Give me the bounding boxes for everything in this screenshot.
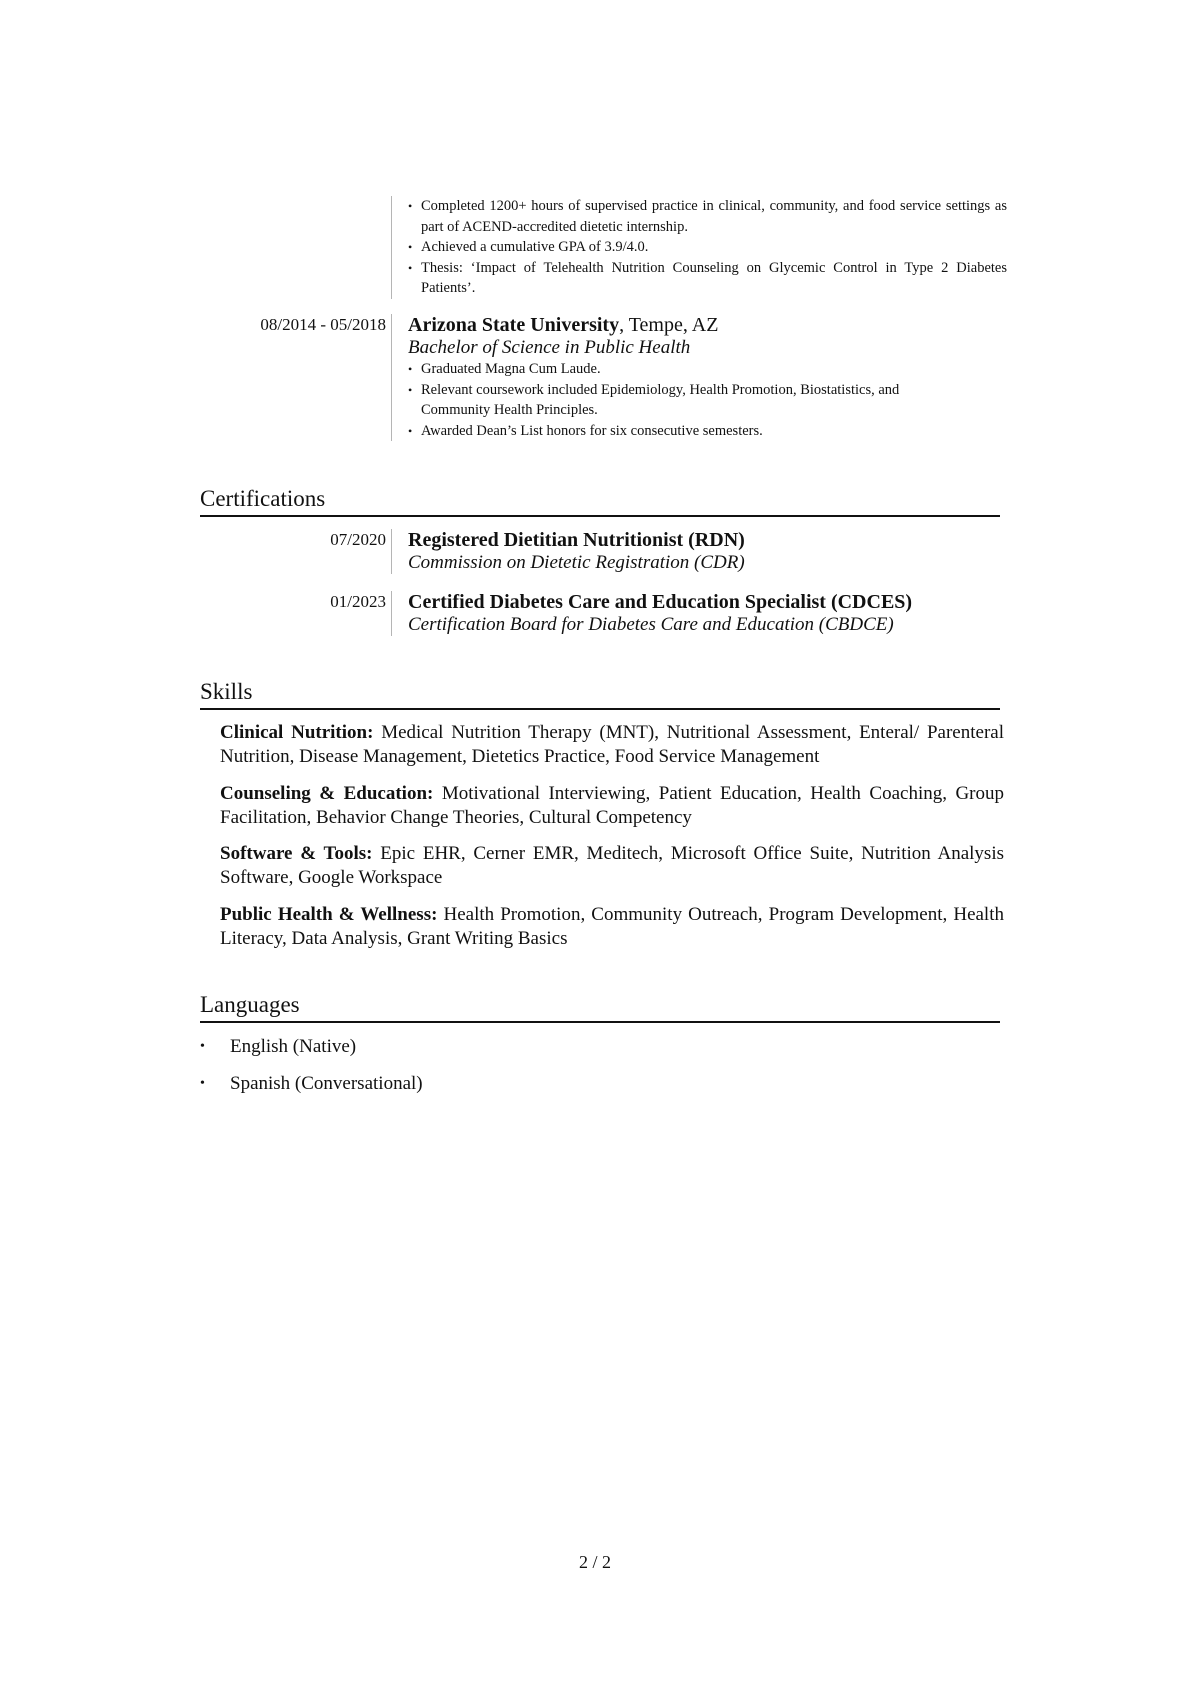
bullet-icon: • [200,1076,205,1091]
skill-text: Epic EHR, Cerner EMR, Meditech, Microsoft Office Suite, Nutrition Analysis Software, Google Workspace [220,843,1004,888]
skill-text: Medical Nutrition Therapy (MNT), Nutritional Assessment, Enteral/ Parenteral Nutrition, Disease Management, Dietetics Practice, Food Service Management [220,722,1004,767]
bullet-icon: • [200,1039,205,1054]
education-bullet: • Relevant coursework included Epidemiology, Health Promotion, Biostatistics, and Community Health Principles. [408,380,968,421]
section-title-skills: Skills [200,678,1000,710]
skill-group [220,721,1004,769]
institution-line [408,314,1011,336]
institution-name: Arizona State University [408,314,620,336]
certification-name: Registered Dietitian Nutritionist (RDN) [408,529,745,551]
degree: Bachelor of Science in Public Health [408,337,691,358]
skill-group [220,903,1004,951]
institution-location: , Tempe, AZ [619,314,719,336]
education-bullet: • Thesis: ‘Impact of Telehealth Nutrition Counseling on Glycemic Control in Type 2 Diabetes Patients’. [408,258,1007,299]
skill-label: Software & Tools: [220,843,373,864]
skill-label: Public Health & Wellness: [220,904,438,925]
education-bullet: • Awarded Dean’s List honors for six consecutive semesters. [408,421,968,442]
skill-label: Clinical Nutrition: [220,722,374,743]
entry-date: 08/2014 - 05/2018 [260,315,386,334]
education-bullet: • Completed 1200+ hours of supervised practice in clinical, community, and food service settings as part of ACEND-accredited dietetic internship. [408,196,1007,237]
certification-issuer: Commission on Dietetic Registration (CDR) [408,552,745,573]
skill-label: Counseling & Education: [220,783,434,804]
entry-date: 01/2023 [330,592,386,611]
skill-group [220,782,1004,830]
education-bullet: • Graduated Magna Cum Laude. [408,359,968,380]
skill-text: Motivational Interviewing, Patient Education, Health Coaching, Group Facilitation, Behavior Change Theories, Cultural Competency [220,783,1005,828]
section-title-certifications: Certifications [200,485,1000,517]
skill-text: Health Promotion, Community Outreach, Program Development, Health Literacy, Data Analysis, Grant Writing Basics [220,904,1004,949]
education-details [391,314,1011,441]
education-bullet: • Achieved a cumulative GPA of 3.9/4.0. [408,237,1007,258]
certification-details [391,529,1011,574]
certification-issuer: Certification Board for Diabetes Care and Education (CBDCE) [408,614,894,635]
skill-group [220,842,1004,890]
entry-date: 07/2020 [330,530,386,549]
certification-name: Certified Diabetes Care and Education Specialist (CDCES) [408,591,913,613]
education-details [391,196,1011,299]
certification-details [391,591,1011,636]
page-number: 2 / 2 [578,1552,611,1572]
section-title-languages: Languages [200,991,1000,1023]
